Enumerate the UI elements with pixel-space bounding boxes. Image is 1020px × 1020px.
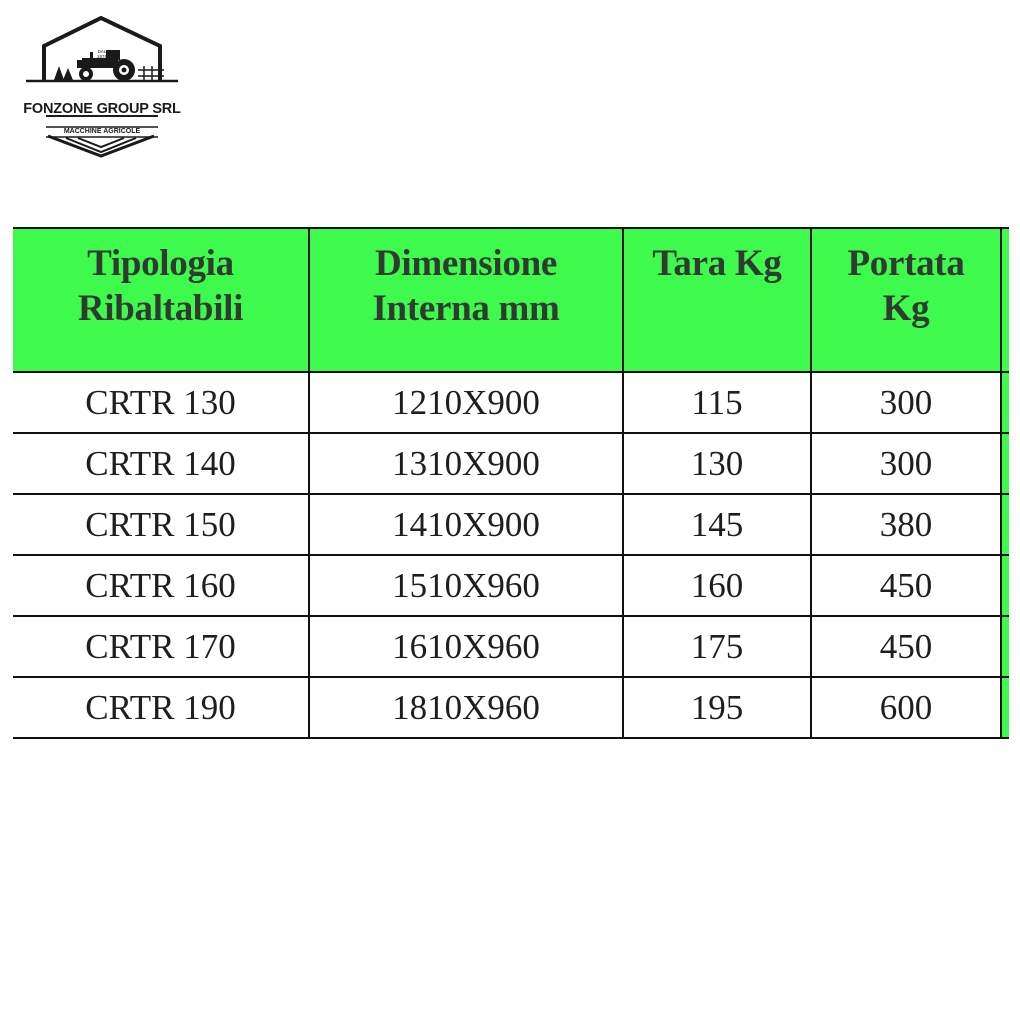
- cell-tare: 115: [623, 372, 811, 433]
- cell-capacity: 600: [811, 677, 1001, 738]
- header-type: [13, 228, 309, 372]
- header-dimension: [309, 228, 623, 372]
- header-capacity-line1: Portata: [847, 243, 965, 284]
- cell-dimension: 1410X900: [309, 494, 623, 555]
- table-edge-stub: [1001, 228, 1009, 372]
- header-tare: [623, 228, 811, 372]
- table-edge-stub: [1001, 677, 1009, 738]
- cell-type: CRTR 130: [13, 372, 309, 433]
- cell-tare: 195: [623, 677, 811, 738]
- cell-capacity: 450: [811, 616, 1001, 677]
- header-row: [13, 228, 1009, 372]
- cell-dimension: 1610X960: [309, 616, 623, 677]
- header-dimension-line1: Dimensione: [374, 243, 557, 284]
- table-row: [13, 372, 1009, 433]
- cell-dimension: 1510X960: [309, 555, 623, 616]
- table-edge-stub: [1001, 494, 1009, 555]
- cell-dimension: 1310X900: [309, 433, 623, 494]
- cell-type: CRTR 190: [13, 677, 309, 738]
- cell-capacity: 300: [811, 433, 1001, 494]
- table-edge-stub: [1001, 555, 1009, 616]
- cell-type: CRTR 140: [13, 433, 309, 494]
- spec-table: [13, 227, 1009, 739]
- table-row: [13, 494, 1009, 555]
- cell-dimension: 1810X960: [309, 677, 623, 738]
- cell-tare: 175: [623, 616, 811, 677]
- header-capacity: [811, 228, 1001, 372]
- header-type-line2: Ribaltabili: [77, 288, 244, 329]
- header-tare-line1: Tara Kg: [652, 243, 782, 284]
- cell-capacity: 300: [811, 372, 1001, 433]
- logo-emblem: [14, 16, 190, 158]
- cell-tare: 145: [623, 494, 811, 555]
- cell-capacity: 380: [811, 494, 1001, 555]
- table-edge-stub: [1001, 372, 1009, 433]
- table-row: [13, 555, 1009, 616]
- table-edge-stub: [1001, 433, 1009, 494]
- cell-capacity: 450: [811, 555, 1001, 616]
- header-dimension-line2: Interna mm: [372, 288, 560, 329]
- company-tagline: MACCHINE AGRICOLE: [63, 128, 141, 135]
- cell-dimension: 1210X900: [309, 372, 623, 433]
- table-row: [13, 433, 1009, 494]
- header-capacity-line2: Kg: [882, 288, 930, 329]
- table-row: [13, 616, 1009, 677]
- company-logo: [14, 16, 190, 158]
- cell-type: CRTR 160: [13, 555, 309, 616]
- logo-established-year: 1976: [96, 54, 107, 59]
- cell-tare: 130: [623, 433, 811, 494]
- cell-tare: 160: [623, 555, 811, 616]
- logo-established-label: DAL: [97, 49, 107, 54]
- header-type-line1: Tipologia: [87, 243, 234, 284]
- company-name: FONZONE GROUP SRL: [23, 101, 181, 117]
- cell-type: CRTR 150: [13, 494, 309, 555]
- table-edge-stub: [1001, 616, 1009, 677]
- table-row: [13, 677, 1009, 738]
- cell-type: CRTR 170: [13, 616, 309, 677]
